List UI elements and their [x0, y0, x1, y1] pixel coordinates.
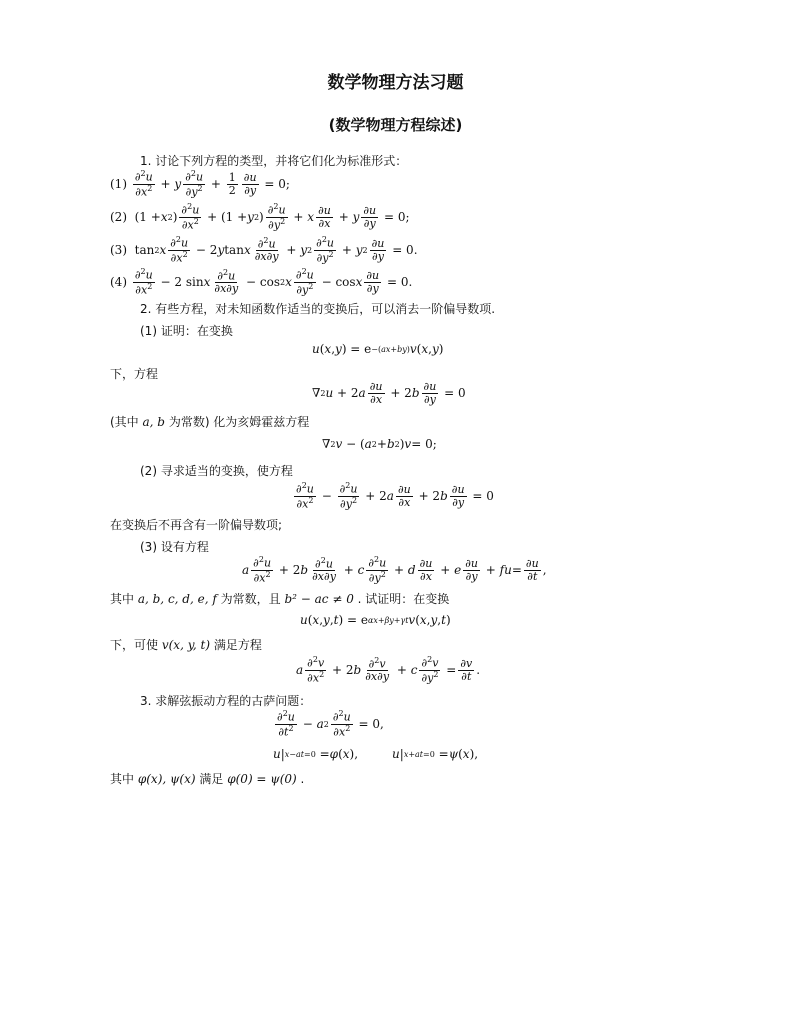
- equation-label: (1): [110, 177, 127, 191]
- equation-label: (4): [110, 275, 127, 289]
- problem-2-1-note: (其中 a, b 为常数) 化为亥姆霍兹方程: [110, 415, 310, 429]
- equation-2-1: ∇ 2 u + 2 a $\frac{\partial u}{\partial x}$ + 2 b $\frac{\partial u}{\partial y}$ = 0: [312, 379, 466, 406]
- equation-2-3: a $\frac{\partial^2u}{\partial x^2}$ + 2 b $\frac{\partial^2u}{\partial x\partial y}$ + c $\frac{\partial^2u}{\partial y^2}$ + d $\frac{\partial u}{\partial x}$ + e $\frac{\partial u}{\partial y}$ + fu = $\frac{\partial u}{\partial t}$ ,: [242, 555, 547, 585]
- problem-2-1-text: (1) 证明：在变换: [140, 324, 233, 338]
- problem-2-2-text: (2) 寻求适当的变换，使方程: [140, 464, 293, 478]
- problem-2-3-conditions: 其中 a, b, c, d, e, f 为常数，且 b² − ac ≠ 0 . 试证明：在变换: [110, 592, 450, 606]
- helmholtz-equation: ∇ 2 v − ( a 2 + b 2 ) v = 0;: [322, 437, 437, 451]
- transform-equation-1: u ( x , y ) = e −(ax+by) v ( x , y ): [312, 342, 444, 356]
- equation-1-1: (1) $\frac{\partial^2u}{\partial x^2}$ + y $\frac{\partial^2u}{\partial y^2}$ + $\frac{1}{2}$ $\frac{\partial u}{\partial y}$ = 0;: [110, 169, 290, 199]
- equation-1-2: (2) (1 + x 2 ) $\frac{\partial^2u}{\partial x^2}$ + (1 + y 2 ) $\frac{\partial^2u}{\partial y^2}$ + x $\frac{\partial u}{\partial x}$ + y $\frac{\partial u}{\partial y}$ = 0;: [110, 202, 410, 232]
- equation-1-3: (3) tan 2 x $\frac{\partial^2u}{\partial x^2}$ − 2 y tan x $\frac{\partial^2u}{\partial x\partial y}$ + y 2 $\frac{\partial^2u}{\partial y^2}$ + y 2 $\frac{\partial u}{\partial y}$ = 0.: [110, 235, 418, 265]
- problem-2-intro: 2. 有些方程，对未知函数作适当的变换后，可以消去一阶偏导数项.: [140, 302, 496, 316]
- under-text-1: 下，方程: [110, 367, 159, 381]
- page-title: 数学物理方法习题: [327, 73, 464, 93]
- page-subtitle: (数学物理方程综述): [328, 116, 463, 134]
- equation-2-3-result: a $\frac{\partial^2v}{\partial x^2}$ + 2 b $\frac{\partial^2v}{\partial x\partial y}$ + c $\frac{\partial^2v}{\partial y^2}$ = $\frac{\partial v}{\partial t}$ .: [296, 655, 481, 685]
- transform-equation-2: u ( x , y , t ) = e αx+βy+γt v ( x , y , t ): [300, 613, 451, 627]
- problem-2-2-after: 在变换后不再含有一阶偏导数项;: [110, 518, 283, 532]
- goursat-conditions: u | x−at=0 = φ ( x ), u | x+at=0 = ψ ( x ),: [273, 747, 479, 761]
- problem-1-intro: 1. 讨论下列方程的类型，并将它们化为标准形式：: [140, 154, 408, 168]
- equation-label: (3): [110, 243, 127, 257]
- problem-2-3-text: (3) 设有方程: [140, 540, 209, 554]
- equation-1-4: (4) $\frac{\partial^2u}{\partial x^2}$ − 2 sin x $\frac{\partial^2u}{\partial x\partial y}$ − cos 2 x $\frac{\partial^2u}{\partial y^2}$ − cos x $\frac{\partial u}{\partial y}$ = 0.: [110, 267, 413, 297]
- equation-label: (2): [110, 210, 127, 224]
- wave-equation: $\frac{\partial^2u}{\partial t^2}$ − a 2 $\frac{\partial^2u}{\partial x^2}$ = 0,: [277, 709, 384, 739]
- equation-2-2: $\frac{\partial^2u}{\partial x^2}$ − $\frac{\partial^2u}{\partial y^2}$ + 2 a $\frac{\partial u}{\partial x}$ + 2 b $\frac{\partial u}{\partial y}$ = 0: [296, 481, 494, 511]
- problem-3-note: 其中 φ(x), ψ(x) 满足 φ(0) = ψ(0) .: [110, 772, 305, 786]
- problem-2-3-under: 下，可使 v(x, y, t) 满足方程: [110, 638, 262, 652]
- problem-3-intro: 3. 求解弦振动方程的古萨问题：: [140, 694, 312, 708]
